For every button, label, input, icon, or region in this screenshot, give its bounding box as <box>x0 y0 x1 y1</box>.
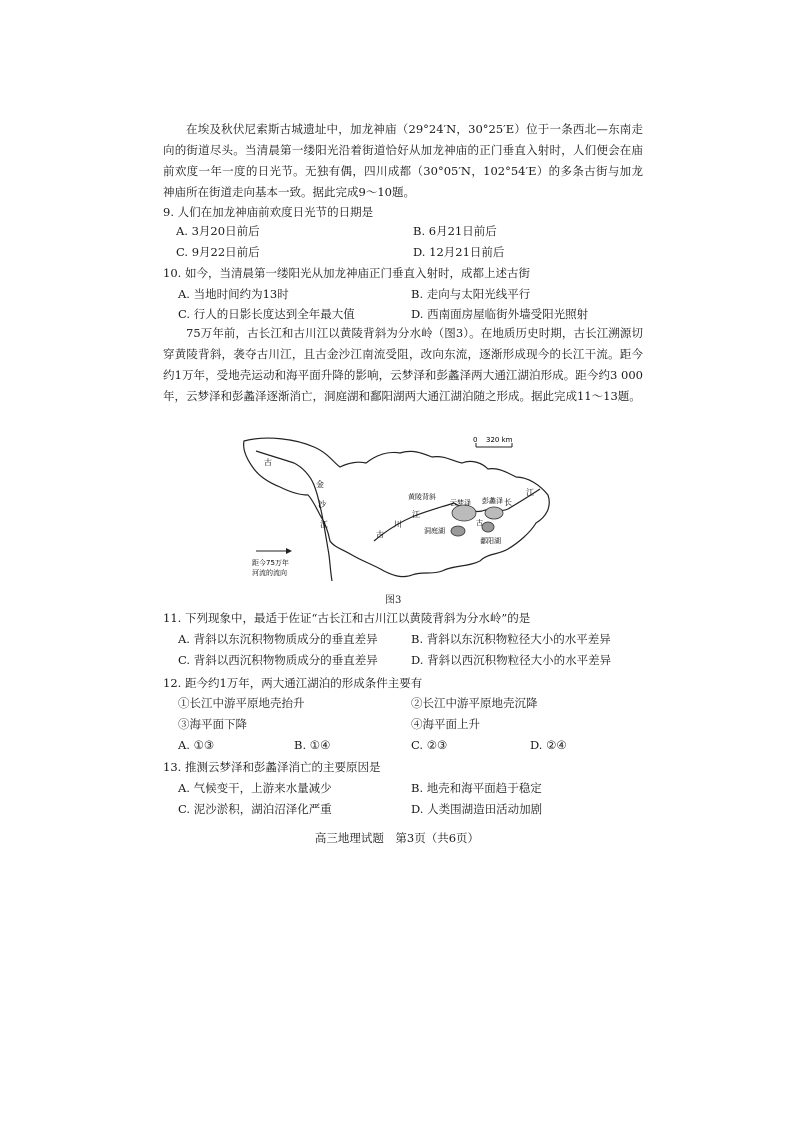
legend-arrow-head <box>286 548 292 554</box>
q10-option-b: B. 走向与太阳光线平行 <box>411 287 531 301</box>
q9-option-b: B. 6月21日前后 <box>413 224 497 238</box>
scale-zero: 0 <box>473 436 478 444</box>
legend-line-2: 河流的流向 <box>252 569 287 577</box>
q10-option-a: A. 当地时间约为13时 <box>178 287 289 301</box>
q12-option-d: D. ②④ <box>530 738 567 752</box>
label-sha: 沙 <box>318 500 326 509</box>
label-chuan: 川 <box>394 520 402 529</box>
label-pengli: 彭蠡泽 <box>482 497 503 505</box>
label-gu-right: 古 <box>476 519 483 527</box>
question-13-options <box>0 779 794 819</box>
q9-option-d: D. 12月21日前后 <box>413 245 505 259</box>
yangtze-basin-map <box>236 433 556 595</box>
passage-9-10: 在埃及秋伏尼索斯古城遗址中，加龙神庙（29°24′N，30°25′E）位于一条西北—东南走向的街道尽头。当清晨第一缕阳光沿着街道恰好从加龙神庙的正门垂直入射时，人们便会在庙前欢度一年一度的日光节。无独有偶，四川成都（30°05′N，102°54′E）的多条古街与加龙神庙所在街道走向基本一致。据此完成9～10题。 <box>163 122 643 199</box>
q11-option-a: A. 背斜以东沉积物物质成分的垂直差异 <box>178 632 378 646</box>
q12-option-b: B. ①④ <box>294 738 331 752</box>
poyang-lake <box>482 522 494 532</box>
question-9-options <box>0 222 794 262</box>
q13-option-c: C. 泥沙淤积，湖泊沼泽化严重 <box>178 802 332 816</box>
label-gu-chuan: 古 <box>376 530 384 539</box>
label-gu-left: 古 <box>264 458 272 467</box>
q12-item-3: ③海平面下降 <box>178 717 247 731</box>
label-poyang: 鄱阳湖 <box>480 537 501 545</box>
scale-label: 320 km <box>486 436 513 444</box>
question-11-stem: 11. 下列现象中，最适于佐证“古长江和古川江以黄陵背斜为分水岭”的是 <box>163 611 531 625</box>
q10-option-d: D. 西南面房屋临街外墙受阳光照射 <box>411 307 589 321</box>
q9-option-a: A. 3月20日前后 <box>176 224 260 238</box>
figure-3-map <box>236 433 556 595</box>
q11-option-d: D. 背斜以西沉积物粒径大小的水平差异 <box>411 653 612 667</box>
label-dongting: 洞庭湖 <box>424 527 445 535</box>
q13-option-a: A. 气候变干，上游来水量减少 <box>178 781 332 795</box>
q9-option-c: C. 9月22日前后 <box>176 245 260 259</box>
question-10-stem: 10. 如今，当清晨第一缕阳光从加龙神庙正门垂直入射时，成都上述古街 <box>163 266 530 280</box>
q12-option-c: C. ②③ <box>411 738 448 752</box>
question-13-stem: 13. 推测云梦泽和彭蠡泽消亡的主要原因是 <box>163 760 381 774</box>
question-10-options <box>0 285 794 325</box>
q11-option-b: B. 背斜以东沉积物粒径大小的水平差异 <box>411 632 611 646</box>
q11-option-c: C. 背斜以西沉积物物质成分的垂直差异 <box>178 653 378 667</box>
q12-option-a: A. ①③ <box>178 738 215 752</box>
question-12-items <box>0 694 794 756</box>
q13-option-d: D. 人类围湖造田活动加剧 <box>411 802 543 816</box>
legend-line-1: 距今75万年 <box>252 559 289 567</box>
q12-item-2: ②长江中游平原地壳沉降 <box>411 696 538 710</box>
question-11-options <box>0 630 794 670</box>
q13-option-b: B. 地壳和海平面趋于稳定 <box>411 781 542 795</box>
ancient-chuan-river <box>374 503 454 541</box>
yunmeng-marsh <box>452 505 476 521</box>
basin-outline <box>244 438 550 577</box>
pengli-marsh <box>485 507 503 519</box>
label-jiang-right: 江 <box>526 488 534 497</box>
label-yunmeng: 云梦泽 <box>450 499 471 507</box>
label-jin: 金 <box>316 480 324 489</box>
label-jiang-jinsha: 江 <box>320 520 328 529</box>
figure-caption: 图3 <box>385 595 402 606</box>
label-huangling: 黄陵背斜 <box>408 493 436 501</box>
page-footer: 高三地理试题 第3页（共6页） <box>314 831 480 845</box>
label-chang: 长 <box>504 498 512 507</box>
dongting-lake <box>451 526 465 536</box>
label-jiang-chuan: 江 <box>412 510 420 519</box>
q12-item-4: ④海平面上升 <box>411 717 480 731</box>
question-12-stem: 12. 距今约1万年，两大通江湖泊的形成条件主要有 <box>163 676 423 690</box>
passage-11-13: 75万年前，古长江和古川江以黄陵背斜为分水岭（图3）。在地质历史时期，古长江溯源切穿黄陵背斜，袭夺古川江，且古金沙江南流受阻，改向东流，逐渐形成现今的长江干流。距今约1万年，受地壳运动和海平面升降的影响，云梦泽和彭蠡泽两大通江湖泊形成。距今约3 000年，云梦泽和彭蠡泽逐渐消亡，洞庭湖和鄱阳湖两大通江湖泊随之形成。据此完成11～13题。 <box>163 326 643 403</box>
q12-item-1: ①长江中游平原地壳抬升 <box>178 696 305 710</box>
q10-option-c: C. 行人的日影长度达到全年最大值 <box>178 307 355 321</box>
question-9-stem: 9. 人们在加龙神庙前欢度日光节的日期是 <box>163 205 374 219</box>
